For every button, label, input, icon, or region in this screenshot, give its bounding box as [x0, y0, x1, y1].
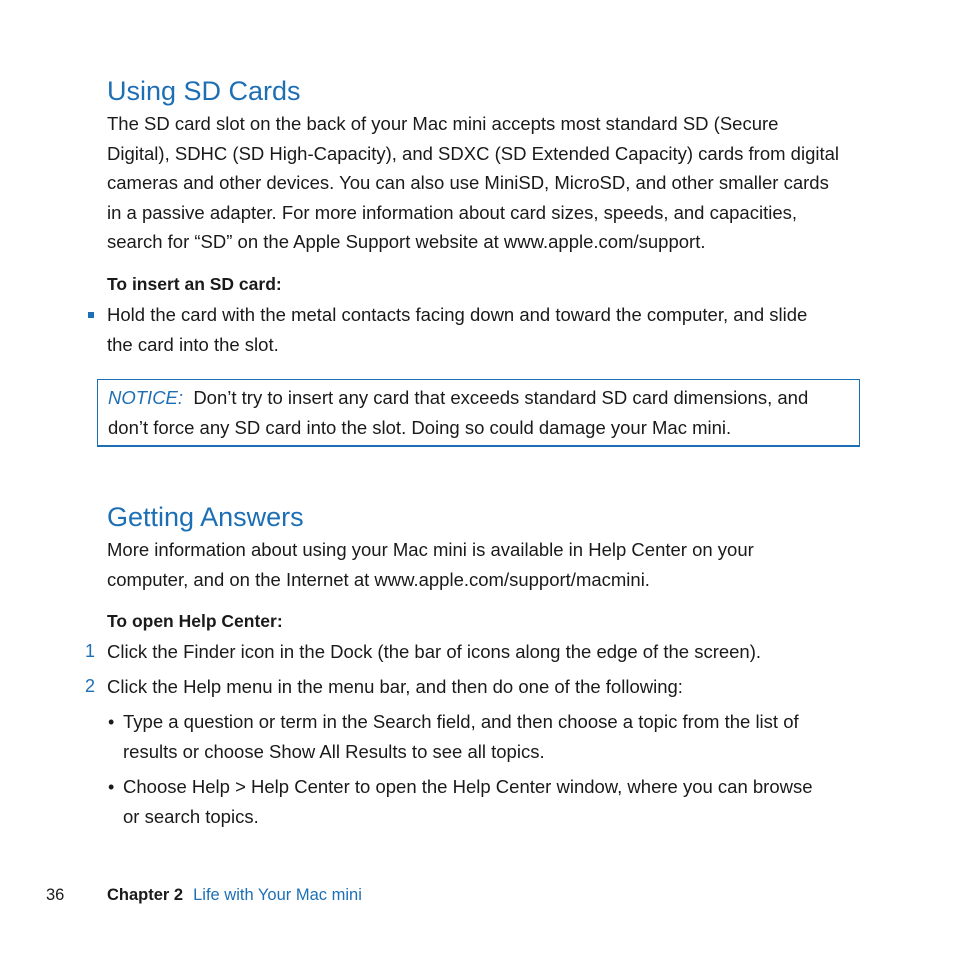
paragraph-line: The SD card slot on the back of your Mac mini accepts most standard SD (Secure	[107, 113, 779, 134]
step-number: 1	[85, 641, 96, 661]
chapter-title: Life with Your Mac mini	[193, 886, 362, 904]
getting-answers-paragraph	[107, 535, 754, 594]
notice-text	[108, 383, 808, 442]
paragraph-line: computer, and on the Internet at www.apple.com/support/macmini.	[107, 568, 650, 590]
sub-bullet-text: Type a question or term in the Search field, and then choose a topic from the list of results or choose Show All Results to see all topics.	[123, 711, 799, 762]
section-heading-getting-answers: Getting Answers	[107, 502, 304, 532]
paragraph-line: Digital), SDHC (SD High-Capacity), and SDXC (SD Extended Capacity) cards from digital	[107, 142, 840, 164]
paragraph-line: search for “SD” on the Apple Support website at www.apple.com/support.	[107, 231, 706, 252]
sd-cards-paragraph	[107, 109, 839, 257]
notice-line: Don’t try to insert any card that exceeds standard SD card dimensions, and	[193, 387, 809, 408]
insert-instruction	[107, 300, 807, 359]
page-footer	[107, 886, 362, 905]
open-help-center-subheading: To open Help Center:	[107, 611, 283, 631]
insert-sd-card-subheading: To insert an SD card:	[107, 274, 282, 294]
instruction-line: Hold the card with the metal contacts facing down and toward the computer, and slide	[107, 304, 808, 325]
page-number: 36	[46, 886, 65, 904]
bullet-dot-icon: •	[108, 777, 115, 797]
notice-line: don’t force any SD card into the slot. Doing so could damage your Mac mini.	[108, 416, 732, 438]
instruction-line: the card into the slot.	[107, 333, 279, 355]
section-heading-sd-cards: Using SD Cards	[107, 76, 301, 106]
paragraph-line: More information about using your Mac mini is available in Help Center on your	[107, 539, 754, 560]
notice-label: NOTICE:	[108, 387, 184, 408]
step-text: Click the Help menu in the menu bar, and then do one of the following:	[107, 676, 683, 697]
paragraph-line: in a passive adapter. For more information about card sizes, speeds, and capacities,	[107, 201, 798, 223]
step-text: Click the Finder icon in the Dock (the bar of icons along the edge of the screen).	[107, 641, 762, 662]
chapter-label: Chapter 2	[107, 886, 184, 904]
sub-bullet-text: Choose Help > Help Center to open the Help Center window, where you can browse or search topics.	[123, 776, 813, 827]
square-bullet-icon	[88, 312, 94, 318]
step-number: 2	[85, 676, 96, 696]
bullet-dot-icon: •	[108, 712, 115, 732]
paragraph-line: cameras and other devices. You can also use MiniSD, MicroSD, and other smaller cards	[107, 172, 829, 193]
